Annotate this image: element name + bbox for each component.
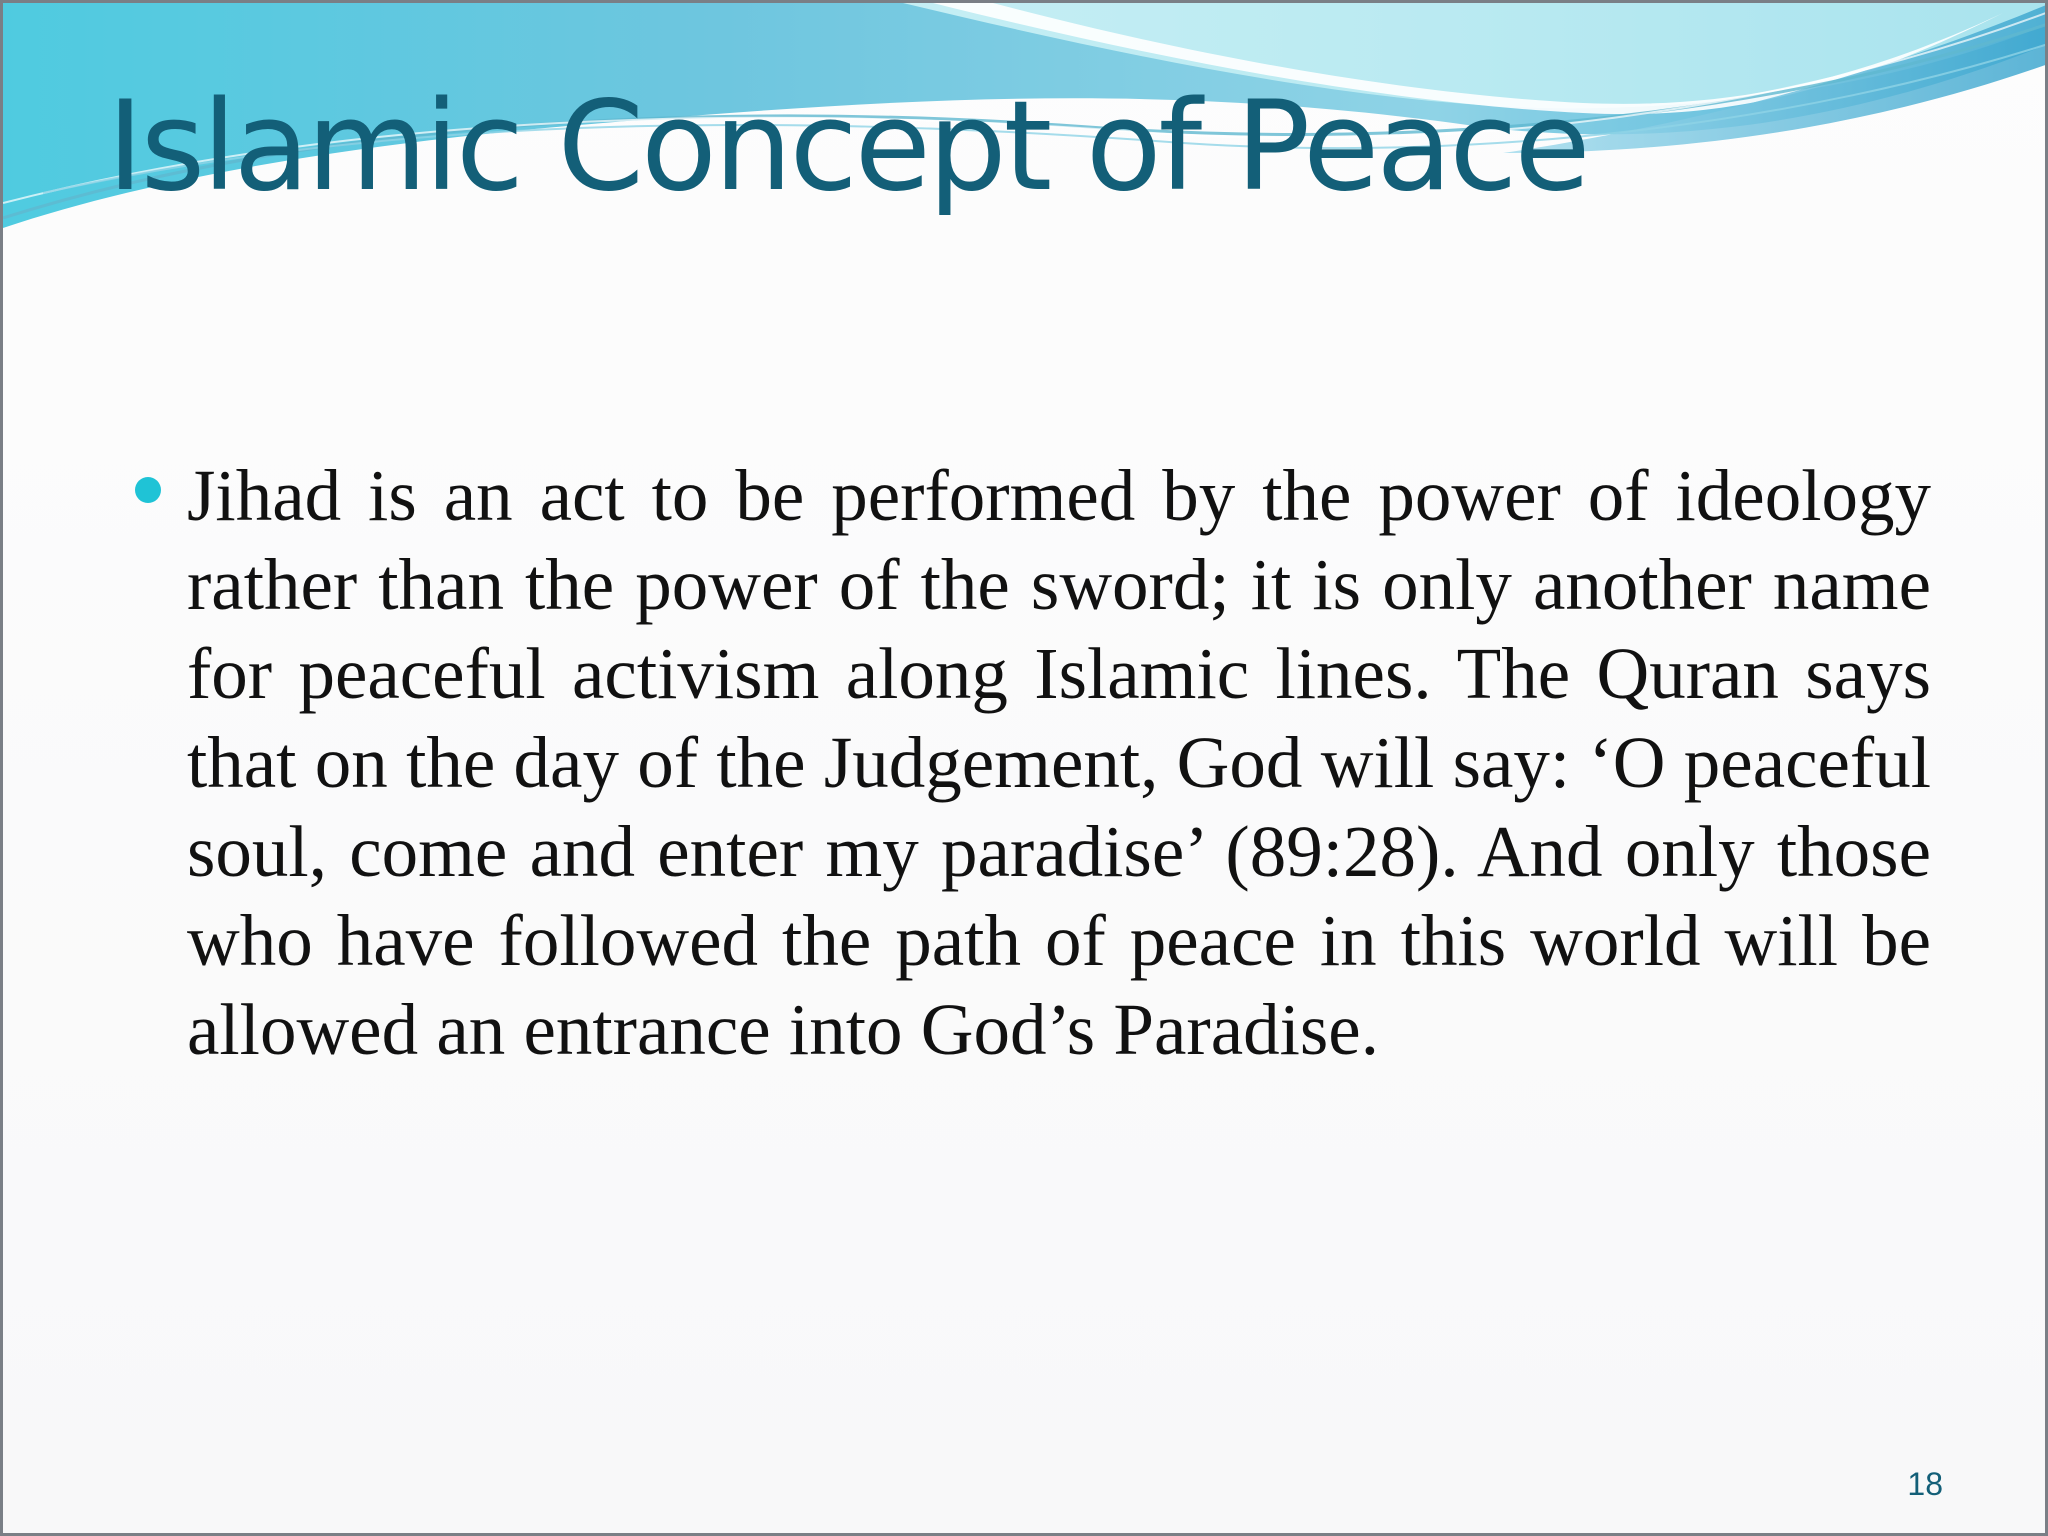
bullet-icon	[135, 477, 161, 503]
page-number: 18	[1907, 1466, 1943, 1502]
bullet-text: Jihad is an act to be performed by the power of ideology rather than the power of the sword; it is only another name for peaceful activism along Islamic lines. The Quran says that on the day of the Judgement, God will say: ‘O peaceful soul, come and enter my paradise’ (89:28). And only those who have followed the path of peace in this world will be allowed an entrance into God’s Paradise.	[187, 455, 1931, 1070]
slide-title: Islamic Concept of Peace	[107, 75, 1588, 219]
slide-content	[131, 451, 1931, 1074]
bullet-item	[131, 451, 1931, 1074]
